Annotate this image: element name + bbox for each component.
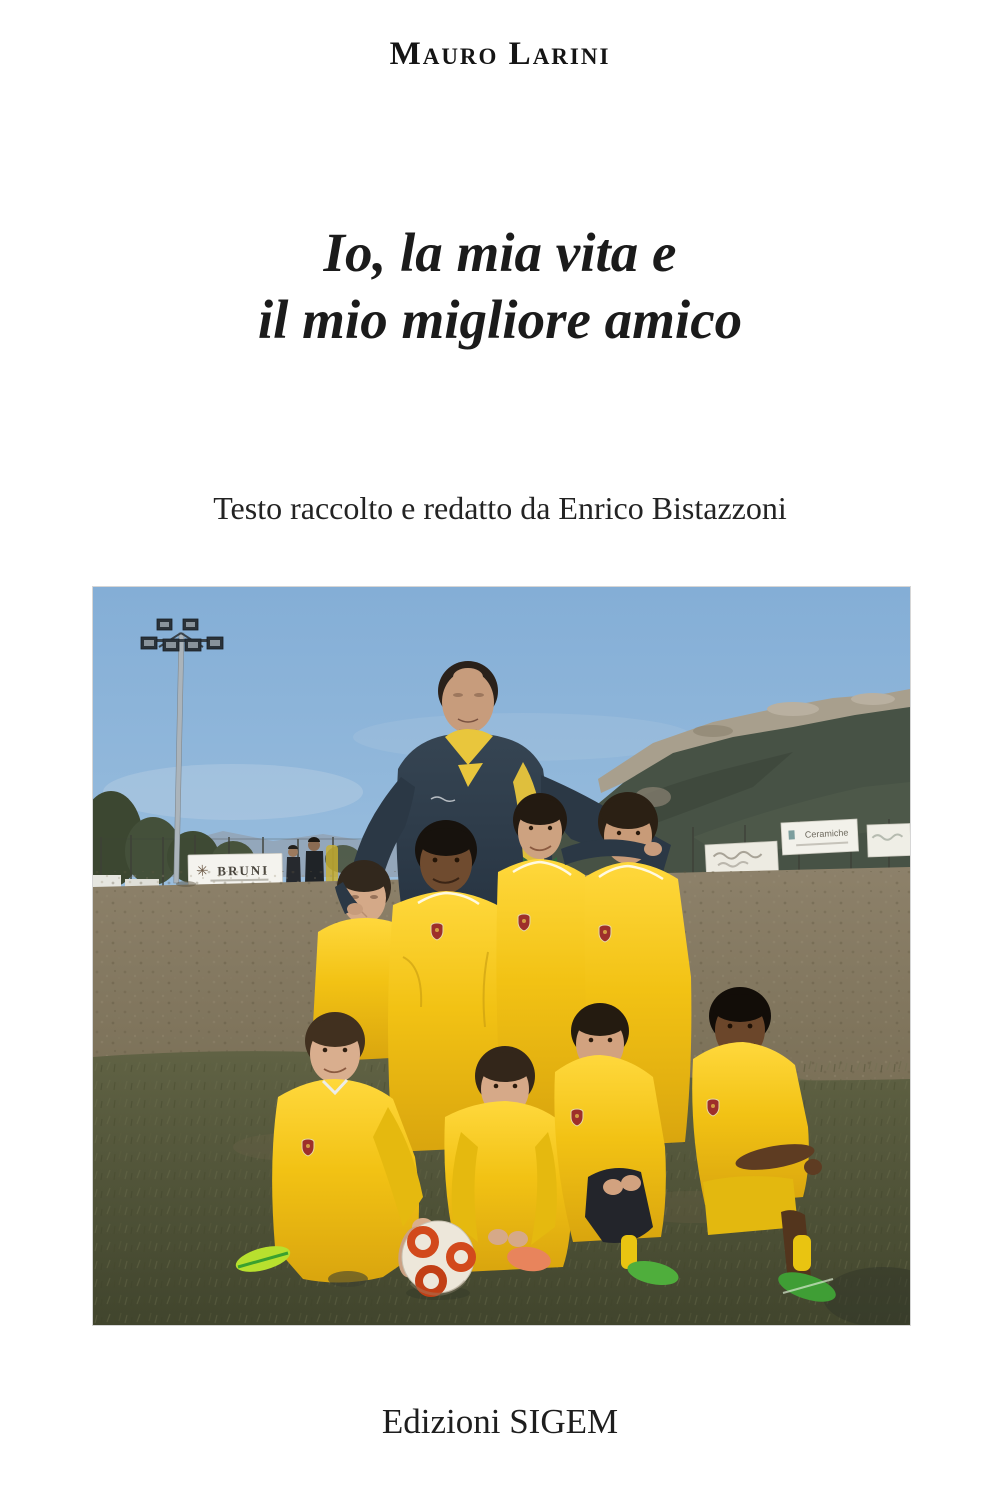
author-name: Mauro Larini	[389, 36, 611, 72]
banner-partial	[867, 823, 910, 856]
publisher-imprint: Edizioni SIGEM	[381, 1402, 619, 1441]
banner-ceramiche-text: Ceramiche	[804, 827, 849, 840]
title-line-1: Io, la mia vita e	[323, 222, 677, 283]
cover-photo	[93, 587, 910, 1325]
subtitle: Testo raccolto e redatto da Enrico Bistazzoni	[213, 490, 787, 526]
banner-scribble	[705, 841, 778, 875]
team-photo-illustration	[93, 587, 910, 1325]
banner-ceramiche	[781, 819, 859, 855]
bruni-logo-icon: ✳	[195, 863, 209, 880]
book-title	[0, 219, 1000, 353]
banner-bruni-text: BRUNI	[217, 862, 270, 879]
title-line-2: il mio migliore amico	[257, 289, 743, 350]
